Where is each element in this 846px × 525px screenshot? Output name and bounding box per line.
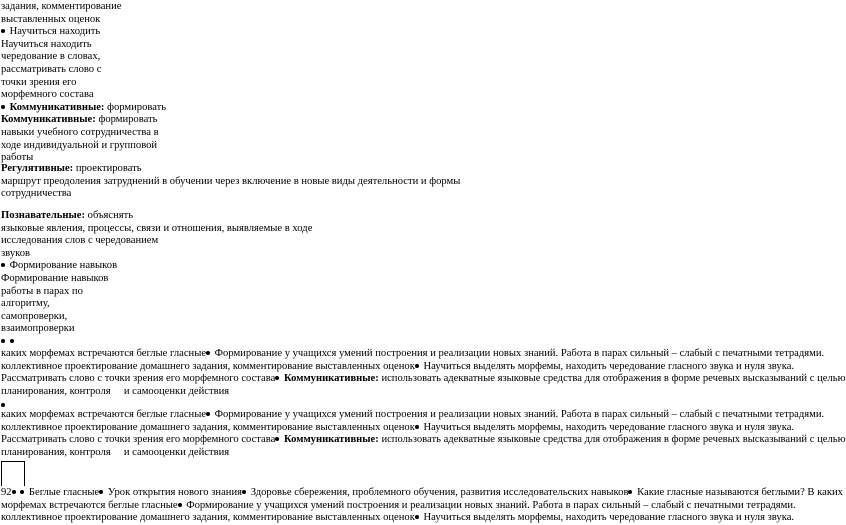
text-line: Научиться находить xyxy=(1,38,92,50)
bullet-icon xyxy=(415,425,419,429)
text-line: исследования слов с чередованием xyxy=(1,235,159,247)
bullet-icon xyxy=(1,339,5,343)
text-line: языковые явления, процессы, связи и отношения, выявляемые в ходе xyxy=(1,222,313,234)
bullet-icon xyxy=(1,263,5,267)
double-bullet xyxy=(1,336,16,349)
text-line: задания, комментирование xyxy=(1,1,122,12)
bullet-icon xyxy=(178,503,182,507)
text-line: звуков xyxy=(1,247,31,259)
bullet-icon xyxy=(206,412,210,416)
bullet-icon xyxy=(275,437,279,441)
cognitive-block: Познавательные: объяснять языковые явления, процессы, связи и отношения, выявляемые в ходе исследования слов с чередованием звуков Формирование навыков Формирование навыков работы в парах по алгоритму, самопроверки, взаимопроверки xyxy=(1,210,313,335)
text-line: работы в парах по xyxy=(1,285,83,297)
bullet-line: Коммуникативные: формировать xyxy=(1,102,166,115)
bullet-icon xyxy=(10,339,14,343)
regulative-block: Регулятивные: проектировать маршрут преодоления затруднений в обучении через включение в новые виды деятельности и формы сотрудничества xyxy=(1,163,461,200)
bullet-icon xyxy=(99,490,103,494)
text-line: планирования, контроля и самооценки действия xyxy=(1,446,230,458)
bullet-line: Научиться находить xyxy=(1,26,166,39)
text-line: точки зрения его xyxy=(1,76,77,88)
text-line: самопроверки, xyxy=(1,310,68,322)
text-line: Формирование навыков xyxy=(1,272,109,284)
paragraph-3: 92 Беглые гласные Урок открытия нового знания Здоровье сбережения, проблемного обучения, развития исследовательских навыков Какие гласные называются беглыми? В каких морфемах встречаются беглые гласные Формирование у учащихся умений построения и реализации новых знаний. Работа в парах сильный – слабый с печатными тетрадями. коллективное проектирование домашнего задания, комментирование выставленных оценок Научиться выделять морфемы, находить чередование гласного звука и нуля звука. xyxy=(1,487,843,524)
text-line: чередование в словах, xyxy=(1,51,101,63)
text-line: рассматривать слово с xyxy=(1,63,102,75)
text-line: взаимопроверки xyxy=(1,323,75,335)
bullet-icon xyxy=(1,29,5,33)
text-line: Коммуникативные: формировать xyxy=(1,114,158,126)
bullet-icon xyxy=(275,376,279,380)
bullet-icon xyxy=(415,364,419,368)
text-line: алгоритму, xyxy=(1,298,50,310)
bullet-icon xyxy=(20,490,24,494)
text-line: ходе индивидуальной и групповой xyxy=(1,139,158,151)
paragraph-1: каких морфемах встречаются беглые гласные Формирование у учащихся умений построения и реализации новых знаний. Работа в парах сильный – слабый с печатными тетрадями. коллективное проектирование домашнего задания, комментирование выставленных оценок Научиться выделять морфемы, находить чередование гласного звука и нуля звука. Рассматривать слово с точки зрения его морфемного состава Коммуникативные: использовать адекватные языковые средства для отображения в форме речевых высказываний с целью планирования, контроля и самооценки действия xyxy=(1,348,846,397)
text-line: навыки учебного сотрудничества в xyxy=(1,126,159,138)
row-number: 92 xyxy=(1,487,12,498)
bullet-line: Формирование навыков xyxy=(1,260,312,273)
paragraph-2: каких морфемах встречаются беглые гласные Формирование у учащихся умений построения и реализации новых знаний. Работа в парах сильный – слабый с печатными тетрадями. коллективное проектирование домашнего задания, комментирование выставленных оценок Научиться выделять морфемы, находить чередование гласного звука и нуля звука. Рассматривать слово с точки зрения его морфемного состава Коммуникативные: использовать адекватные языковые средства для отображения в форме речевых высказываний с целью планирования, контроля и самооценки действия xyxy=(1,409,846,458)
bullet-icon xyxy=(242,490,246,494)
bullet-icon xyxy=(1,403,5,407)
table-cell-border xyxy=(1,461,25,486)
bullet-icon xyxy=(628,490,632,494)
text-line: выставленных оценок xyxy=(1,13,101,25)
cognitive-label: Познавательные: xyxy=(1,210,85,221)
bullet-icon xyxy=(1,105,5,109)
top-block xyxy=(1,1,166,165)
text-line: работы xyxy=(1,152,34,164)
text-line: морфемного состава xyxy=(1,89,94,101)
bullet-icon xyxy=(206,351,210,355)
bullet-icon xyxy=(12,490,16,494)
regulative-label: Регулятивные: xyxy=(1,163,74,174)
text-line: сотрудничества xyxy=(1,188,72,200)
text-line: маршрут преодоления затруднений в обучении через включение в новые виды деятельности и формы xyxy=(1,175,461,187)
bullet-icon xyxy=(415,515,419,519)
text-line: планирования, контроля и самооценки действия xyxy=(1,385,230,397)
